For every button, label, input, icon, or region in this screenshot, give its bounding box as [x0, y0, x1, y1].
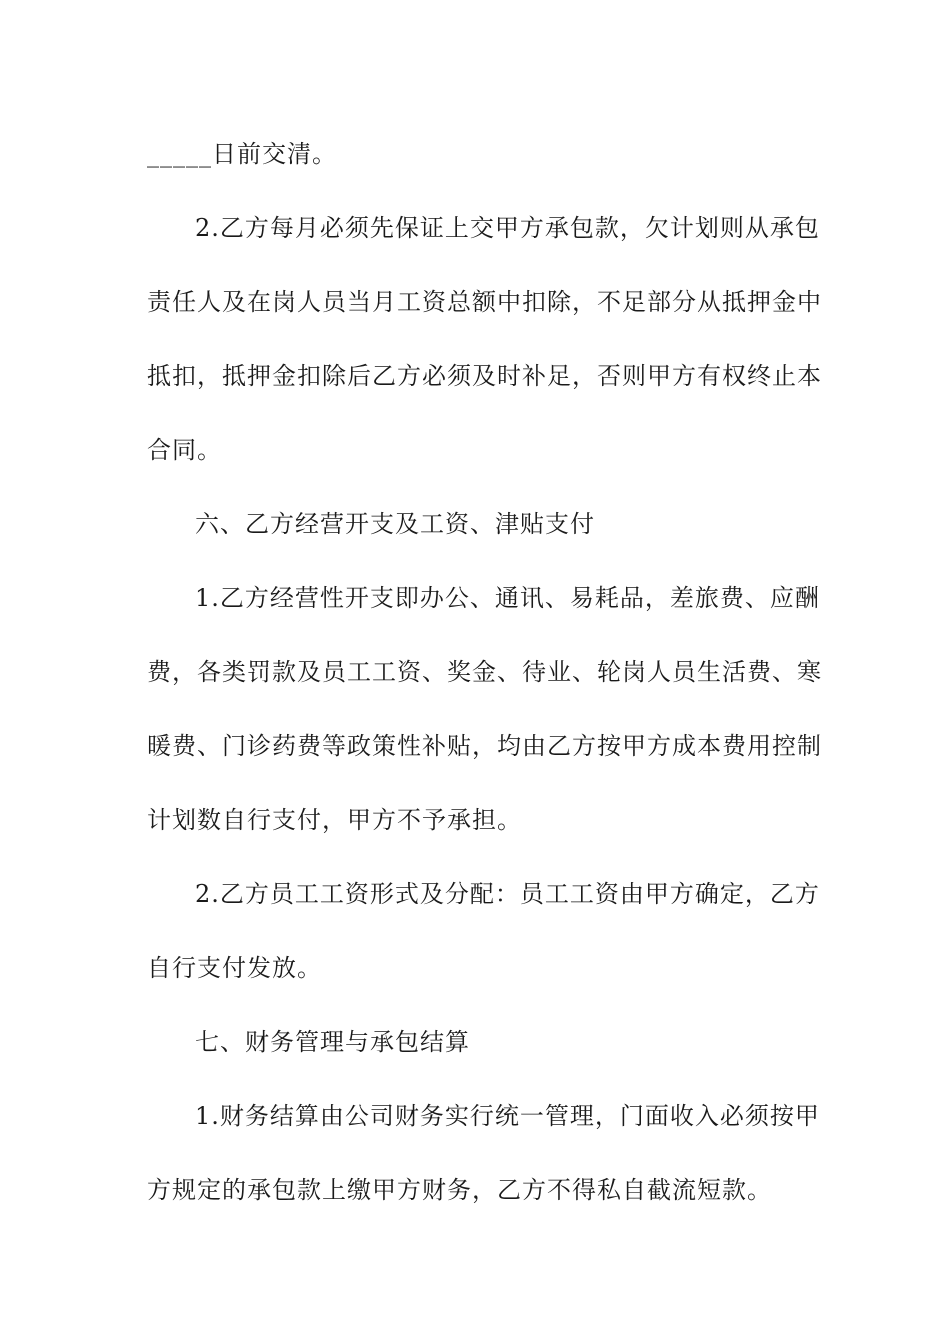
- text-line: 2.乙方每月必须先保证上交甲方承包款，欠计划则从承包: [195, 214, 820, 242]
- text-line: 1.乙方经营性开支即办公、通讯、易耗品，差旅费、应酬: [195, 584, 820, 612]
- text-line: _____日前交清。: [147, 140, 337, 168]
- text-line: 费，各类罚款及员工工资、奖金、待业、轮岗人员生活费、寒: [147, 658, 822, 686]
- text-line: 暖费、门诊药费等政策性补贴，均由乙方按甲方成本费用控制: [147, 732, 822, 760]
- paragraph-operating-expenses: [147, 572, 822, 868]
- text-line: 自行支付发放。: [147, 954, 322, 982]
- text-line: 责任人及在岗人员当月工资总额中扣除，不足部分从抵押金中: [147, 288, 822, 316]
- text-line: 计划数自行支付，甲方不予承担。: [147, 806, 522, 834]
- text-line: 方规定的承包款上缴甲方财务，乙方不得私自截流短款。: [147, 1176, 772, 1204]
- text-line: 抵扣，抵押金扣除后乙方必须及时补足，否则甲方有权终止本: [147, 362, 822, 390]
- section-title: 七、财务管理与承包结算: [195, 1028, 470, 1056]
- paragraph-financial-settlement: [147, 1090, 820, 1238]
- paragraph-wage-distribution: [147, 868, 820, 1016]
- document-body: [147, 128, 822, 1238]
- paragraph-payment-deadline: [147, 128, 807, 202]
- section-heading-seven: [147, 1016, 807, 1090]
- text-line: 1.财务结算由公司财务实行统一管理，门面收入必须按甲: [195, 1102, 820, 1130]
- section-title: 六、乙方经营开支及工资、津贴支付: [195, 510, 595, 538]
- section-heading-six: [147, 498, 807, 572]
- paragraph-contract-payment: [147, 202, 822, 498]
- text-line: 2.乙方员工工资形式及分配：员工工资由甲方确定，乙方: [195, 880, 820, 908]
- text-line: 合同。: [147, 436, 222, 464]
